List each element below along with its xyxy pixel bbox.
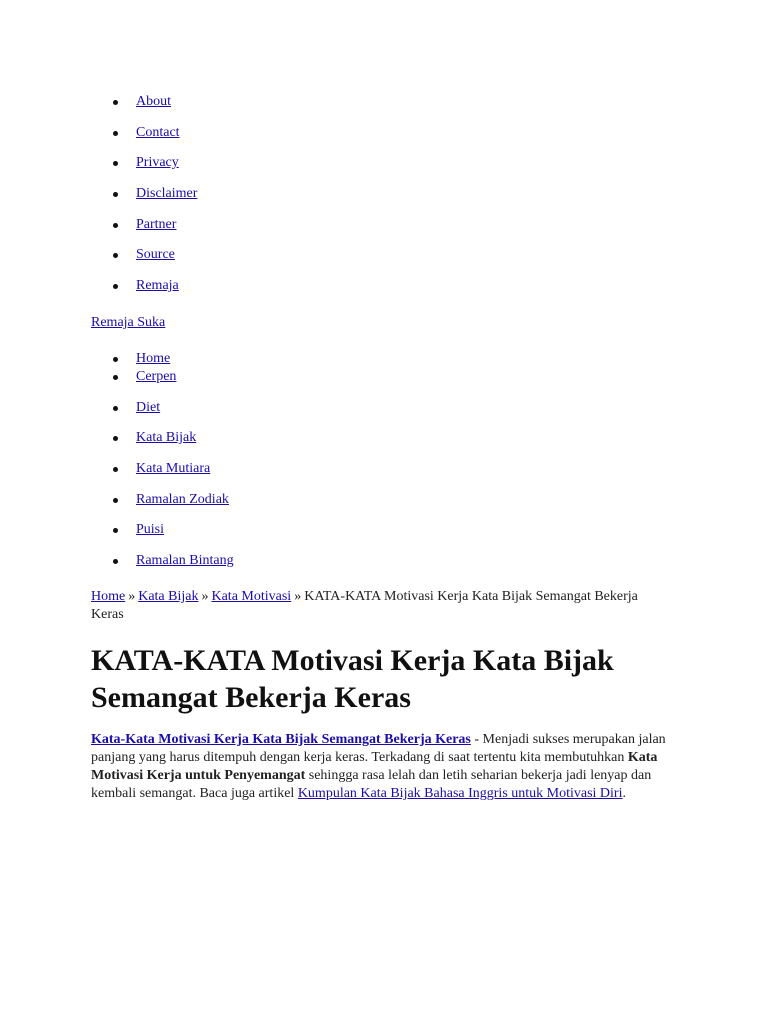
article-title: KATA-KATA Motivasi Kerja Kata Bijak Semangat Bekerja Keras — [91, 644, 614, 714]
breadcrumb-separator: » — [128, 589, 136, 604]
top-nav-link-disclaimer[interactable]: Disclaimer — [136, 186, 198, 202]
main-nav-link-ramalan-zodiak[interactable]: Ramalan Zodiak — [136, 491, 229, 507]
breadcrumb-home-link[interactable]: Home — [91, 589, 126, 604]
main-nav-item-cerpen — [91, 368, 234, 386]
top-nav-link-about[interactable]: About — [136, 94, 171, 109]
article-end: . — [622, 786, 626, 801]
breadcrumb-current: KATA-KATA Motivasi Kerja Kata Bijak Semangat Bekerja Keras — [91, 589, 638, 622]
main-nav-item-ramalan-zodiak — [91, 491, 234, 509]
article-lead-link[interactable]: Kata-Kata Motivasi Kerja Kata Bijak Semangat Bekerja Keras — [91, 732, 471, 747]
main-nav-item-puisi — [91, 521, 234, 539]
top-nav-item-source — [91, 246, 197, 264]
main-nav-item-diet — [91, 399, 234, 417]
main-nav-link-ramalan-bintang[interactable]: Ramalan Bintang — [136, 553, 234, 569]
top-nav-item-contact — [91, 124, 197, 142]
main-nav-link-kata-mutiara[interactable]: Kata Mutiara — [136, 461, 211, 477]
breadcrumb-separator: » — [294, 589, 302, 604]
article-body — [91, 731, 681, 803]
article-text: sehingga rasa lelah dan letih seharian bekerja jadi lenyap dan kembali semangat. Baca juga artikel — [91, 768, 652, 801]
main-nav-link-puisi[interactable]: Puisi — [136, 522, 165, 538]
main-nav-item-kata-mutiara — [91, 460, 234, 478]
article-bold-text: Kata Motivasi Kerja untuk Penyemangat — [91, 750, 658, 783]
top-nav-link-contact[interactable]: Contact — [136, 124, 180, 140]
top-nav — [91, 93, 197, 308]
related-article-link[interactable]: Kumpulan Kata Bijak Bahasa Inggris untuk Motivasi Diri — [297, 786, 623, 801]
top-nav-item-about — [91, 93, 197, 111]
breadcrumb-separator: » — [201, 589, 209, 604]
main-nav — [91, 350, 234, 583]
main-nav-link-cerpen[interactable]: Cerpen — [136, 369, 177, 384]
article-text: - Menjadi sukses merupakan jalan panjang yang harus ditempuh dengan kerja keras. Terkadang di saat tertentu kita membutuhkan — [91, 732, 666, 765]
breadcrumb-kata-motivasi-link[interactable]: Kata Motivasi — [211, 589, 292, 604]
breadcrumb — [91, 588, 651, 624]
site-title — [91, 314, 165, 332]
main-nav-item-home — [91, 350, 234, 368]
top-nav-link-partner[interactable]: Partner — [136, 216, 177, 232]
top-nav-link-privacy[interactable]: Privacy — [136, 155, 179, 171]
main-nav-item-kata-bijak — [91, 429, 234, 447]
top-nav-item-privacy — [91, 154, 197, 172]
main-nav-item-ramalan-bintang — [91, 552, 234, 570]
breadcrumb-kata-bijak-link[interactable]: Kata Bijak — [138, 589, 199, 604]
main-nav-link-diet[interactable]: Diet — [136, 399, 161, 415]
site-title-link[interactable]: Remaja Suka — [91, 315, 166, 330]
top-nav-item-remaja — [91, 277, 197, 295]
top-nav-item-disclaimer — [91, 185, 197, 203]
top-nav-link-source[interactable]: Source — [136, 247, 175, 263]
top-nav-item-partner — [91, 216, 197, 234]
top-nav-link-remaja[interactable]: Remaja — [136, 278, 179, 294]
main-nav-link-home[interactable]: Home — [136, 351, 171, 366]
main-nav-link-kata-bijak[interactable]: Kata Bijak — [136, 430, 197, 446]
